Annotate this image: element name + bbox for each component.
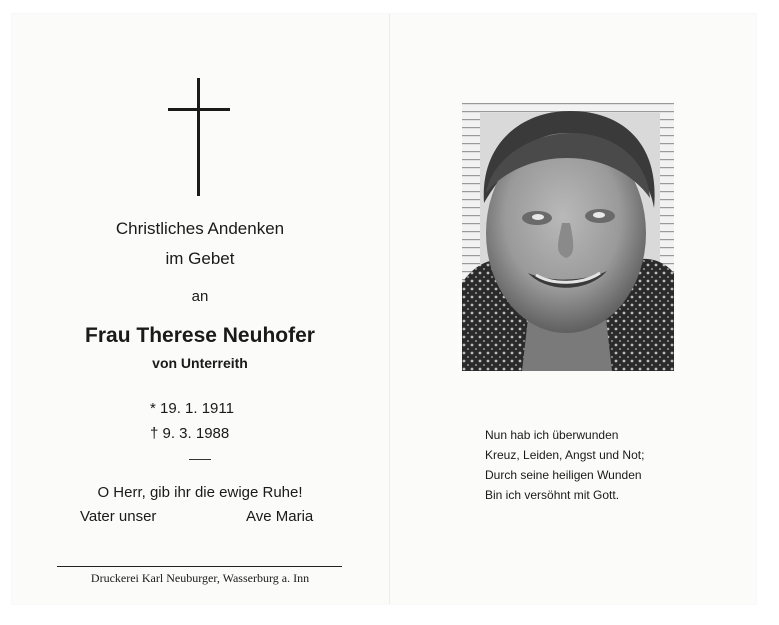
deceased-origin: von Unterreith — [152, 355, 248, 371]
verse-line-1: Nun hab ich überwunden — [485, 428, 619, 442]
heading-line-1: Christliches Andenken — [115, 219, 285, 238]
deceased-name: Frau Therese Neuhofer — [85, 324, 315, 347]
printer-rule — [57, 566, 342, 567]
prayer-ave-maria: Ave Maria — [246, 508, 314, 525]
verse-line-4: Bin ich versöhnt mit Gott. — [485, 488, 620, 502]
prayer-vater-unser: Vater unser — [80, 508, 157, 525]
verse-line-2: Kreuz, Leiden, Angst und Not; — [485, 448, 645, 462]
verse-line-3: Durch seine heiligen Wunden — [485, 468, 642, 482]
death-date: † 9. 3. 1988 — [150, 425, 230, 442]
dedication-an: an — [191, 288, 209, 305]
printer-credit: Druckerei Karl Neuburger, Wasserburg a. Inn — [90, 571, 310, 585]
birth-date: * 19. 1. 1911 — [150, 400, 234, 417]
heading-line-2: im Gebet — [165, 249, 235, 268]
prayer-line: O Herr, gib ihr die ewige Ruhe! — [97, 484, 303, 501]
card-fold — [389, 14, 390, 604]
portrait-photo — [462, 103, 674, 371]
divider-dash — [189, 459, 211, 460]
